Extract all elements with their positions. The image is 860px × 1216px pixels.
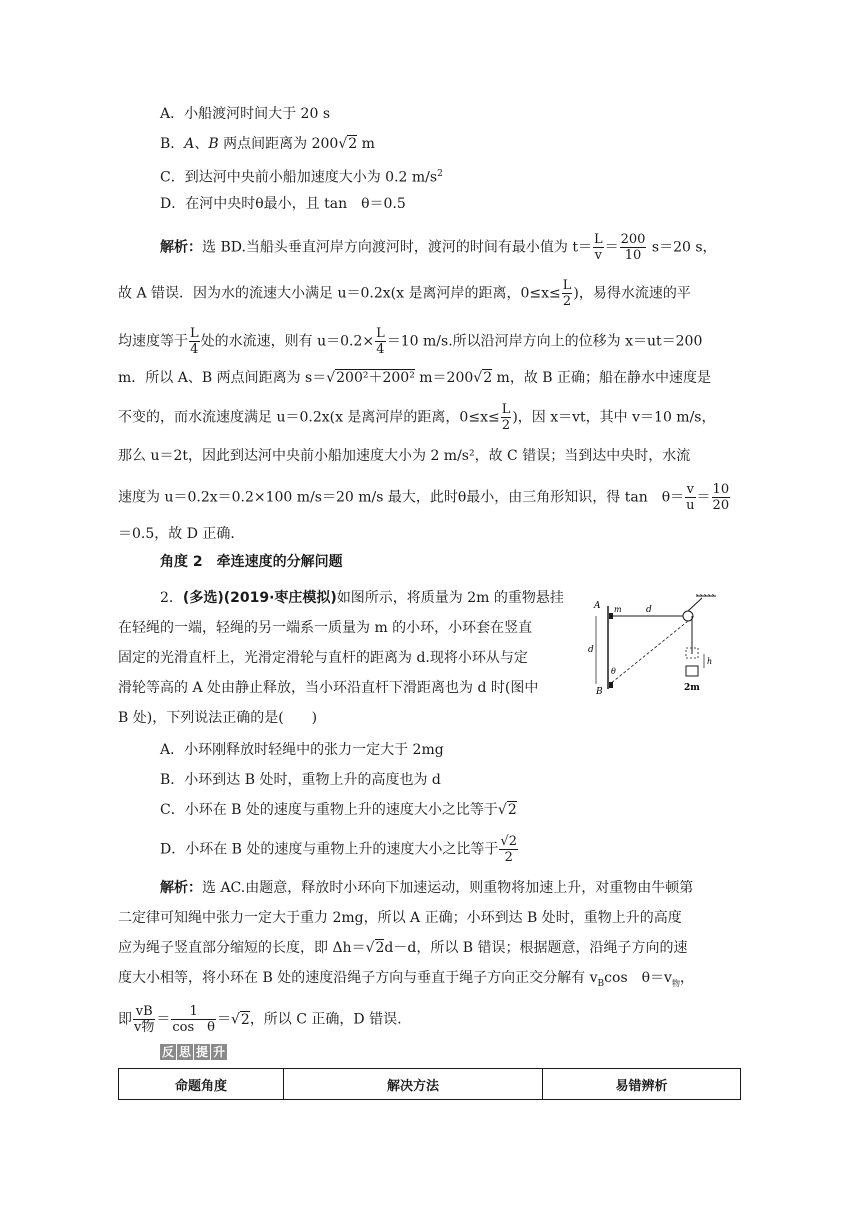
ring-a xyxy=(609,613,613,619)
badge-char: 提 xyxy=(196,1045,209,1059)
table-header-method: 解决方法 xyxy=(284,1069,543,1100)
label-d-top: d xyxy=(646,605,652,615)
analysis1-line7: 速度为 u＝0.2x＝0.2×100 m/s＝20 m/s 最大，此时θ最小，由三角形知识，得 tan θ＝ $\frac{v}{u}$ ＝ $\frac{10}{20}$ xyxy=(118,482,730,513)
q2-option-b: B．小环到达 B 处时，重物上升的高度也为 d xyxy=(160,772,441,788)
q2-option-c: C．小环在 B 处的速度与重物上升的速度大小之比等于√2 xyxy=(160,802,517,818)
analysis2-line4: 度大小相等，将小环在 B 处的速度沿绳子方向与垂直于绳子方向正交分解有 $v_B\cos$ $\theta=v_物$， xyxy=(118,970,694,989)
label-theta: θ xyxy=(611,667,616,676)
badge-char: 反 xyxy=(162,1045,175,1059)
label-b: B xyxy=(596,687,603,697)
label-mass: 2m xyxy=(684,683,700,693)
q2-line5: B 处)，下列说法正确的是( ) xyxy=(118,710,318,726)
analysis1-line5: 不变的，而水流速度满足 u＝0.2x(x 是离河岸的距离，0≤x≤ $\frac{L}{2}$ )，因 x＝vt，其中 v＝10 m/s， xyxy=(118,402,716,433)
reflection-badge xyxy=(160,1044,227,1060)
analysis2-line2: 二定律可知绳中张力一定大于重力 2mg，所以 A 正确；小环到达 B 处时，重物上升的高度 xyxy=(118,910,682,926)
label-a: A xyxy=(594,601,601,611)
table-header-angle: 命题角度 xyxy=(119,1069,284,1100)
reflection-table xyxy=(118,1068,741,1100)
q2-line1: 2．(多选)(2019·枣庄模拟)如图所示，将质量为 2m 的重物悬挂 xyxy=(160,590,564,606)
mass-final xyxy=(686,666,698,676)
q1-option-d: D．在河中央时θ最小，且 tan θ＝0.5 xyxy=(160,196,406,212)
ring-b xyxy=(609,682,613,688)
label-m: m xyxy=(614,605,622,614)
badge-char: 思 xyxy=(179,1045,192,1059)
badge-char: 升 xyxy=(213,1045,226,1059)
analysis1-line1: 解析：选 BD.当船头垂直河岸方向渡河时，渡河的时间有最小值为 t＝ $\frac{L}{v}$ ＝ $\frac{200}{10}$ s＝20 s， xyxy=(160,232,717,263)
q1-option-b: B．A、B 两点间距离为 200√2 m xyxy=(160,136,375,152)
table-header-pitfall: 易错辨析 xyxy=(543,1069,741,1100)
analysis1-line6: 那么 u＝2t，因此到达河中央前小船加速度大小为 2 m/s²，故 C 错误；当到达中央时，水流 xyxy=(118,448,691,464)
q2-line4: 滑轮等高的 A 处由静止释放，当小环沿直杆下滑距离也为 d 时(图中 xyxy=(118,680,539,696)
analysis1-line2: 故 A 错误．因为水的流速大小满足 u＝0.2x(x 是离河岸的距离，0≤x≤ $\frac{L}{2}$ )，易得水流速的平 xyxy=(118,278,691,309)
q1-option-a: A．小船渡河时间大于 20 s xyxy=(160,106,331,122)
q2-line3: 固定的光滑直杆上，光滑定滑轮与直杆的距离为 d.现将小环从与定 xyxy=(118,650,528,666)
rope-diagonal xyxy=(610,621,688,684)
analysis2-line1: 解析：选 AC.由题意，释放时小环向下加速运动，则重物将加速上升，对重物由牛顿第 xyxy=(160,880,694,896)
section-title: 角度 2 牵连速度的分解问题 xyxy=(160,554,343,570)
q2-option-d: D．小环在 B 处的速度与重物上升的速度大小之比等于 $\frac{√2}{2}$ xyxy=(160,834,517,865)
q2-line2: 在轻绳的一端，轻绳的另一端系一质量为 m 的小环，小环套在竖直 xyxy=(118,620,533,636)
label-h: h xyxy=(707,657,713,666)
pulley-figure xyxy=(588,594,738,704)
label-d-left: d xyxy=(588,645,594,655)
pulley-mount xyxy=(688,598,702,611)
table-header-row xyxy=(119,1069,741,1100)
analysis2-line3: 应为绳子竖直部分缩短的长度，即 Δh＝√2d－d，所以 B 错误；根据题意，沿绳子方向的速 xyxy=(118,940,688,956)
analysis1-line4: m．所以 A、B 两点间距离为 s＝√200²＋200² m＝200√2 m，故 B 正确；船在静水中速度是 xyxy=(118,370,712,386)
analysis2-line5: 即 $\frac{vB}{\text{v物}}$ ＝ $\frac{1}{\text{cos θ}}$ ＝√2，所以 C 正确，D 错误. xyxy=(118,1004,402,1035)
analysis1-line8: ＝0.5，故 D 正确． xyxy=(118,526,245,542)
analysis1-line3: 均速度等于 $\frac{L}{4}$ 处的水流速，则有 u＝0.2× $\frac{L}{4}$ ＝10 m/s.所以沿河岸方向上的位移为 x＝ut＝200 xyxy=(118,326,703,357)
q2-option-a: A．小环刚释放时轻绳中的张力一定大于 2mg xyxy=(160,742,444,758)
q1-option-c: C．到达河中央前小船加速度大小为 0.2 $m/s^2$ xyxy=(160,169,443,186)
